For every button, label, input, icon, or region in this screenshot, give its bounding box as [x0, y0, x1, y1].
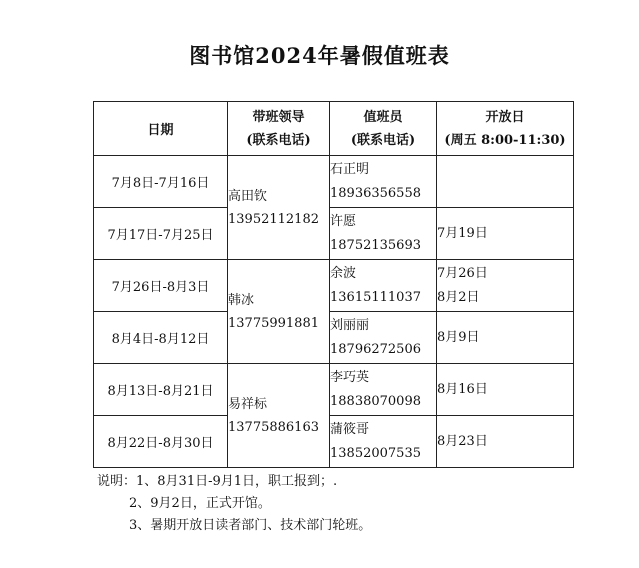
open-day: 8月23日 — [437, 416, 574, 468]
duty-cell — [330, 312, 437, 364]
notes — [97, 471, 371, 537]
duty-name: 蒲筱哥 — [330, 421, 370, 437]
table-header-row — [94, 102, 574, 156]
note-line: 说明：1、8月31日-9月1日，职工报到；. — [97, 474, 338, 489]
date-range: 7月8日-7月16日 — [94, 156, 228, 208]
leader-phone: 13952112182 — [228, 211, 319, 227]
table-row — [94, 260, 574, 312]
open-day: 8月9日 — [437, 312, 574, 364]
header-open-day: 开放日 (周五 8:00-11:30) — [437, 102, 574, 156]
table-row — [94, 416, 574, 468]
duty-phone: 18838070098 — [330, 393, 421, 409]
duty-cell — [330, 364, 437, 416]
leader-cell — [228, 364, 330, 468]
date-range: 8月4日-8月12日 — [94, 312, 228, 364]
duty-phone: 13852007535 — [330, 445, 421, 461]
page-title: 图书馆2024年暑假值班表 — [189, 43, 450, 68]
open-day: 7月19日 — [437, 208, 574, 260]
date-range: 8月13日-8月21日 — [94, 364, 228, 416]
open-day — [437, 156, 574, 208]
date-range: 8月22日-8月30日 — [94, 416, 228, 468]
leader-phone: 13775886163 — [228, 419, 319, 435]
duty-name: 许愿 — [330, 213, 357, 229]
duty-phone: 18752135693 — [330, 237, 421, 253]
duty-name: 石正明 — [330, 161, 370, 177]
leader-name: 韩冰 — [228, 292, 255, 308]
leader-name: 易祥标 — [228, 396, 268, 412]
duty-phone: 13615111037 — [330, 289, 421, 305]
notes-prefix: 说明： — [97, 474, 137, 489]
table-row — [94, 156, 574, 208]
open-day: 7月26日 8月2日 — [437, 260, 574, 312]
leader-cell — [228, 260, 330, 364]
leader-phone: 13775991881 — [228, 315, 319, 331]
duty-name: 刘丽丽 — [330, 317, 370, 333]
date-range: 7月17日-7月25日 — [94, 208, 228, 260]
duty-schedule-table — [93, 101, 574, 468]
date-range: 7月26日-8月3日 — [94, 260, 228, 312]
leader-name: 高田钦 — [228, 188, 268, 204]
table-row — [94, 312, 574, 364]
note-line: 2、9月2日，正式开馆。 — [129, 496, 271, 511]
duty-phone: 18796272506 — [330, 341, 421, 357]
table-row — [94, 208, 574, 260]
duty-cell — [330, 156, 437, 208]
duty-name: 李巧英 — [330, 369, 370, 385]
duty-cell — [330, 208, 437, 260]
header-date: 日期 — [94, 102, 228, 156]
note-line: 3、暑期开放日读者部门、技术部门轮班。 — [129, 518, 372, 533]
duty-phone: 18936356558 — [330, 185, 421, 201]
header-leader: 带班领导 (联系电话) — [228, 102, 330, 156]
leader-cell — [228, 156, 330, 260]
duty-cell — [330, 416, 437, 468]
open-day: 8月16日 — [437, 364, 574, 416]
duty-name: 余波 — [330, 265, 357, 281]
duty-cell — [330, 260, 437, 312]
table-row — [94, 364, 574, 416]
header-duty: 值班员 (联系电话) — [330, 102, 437, 156]
